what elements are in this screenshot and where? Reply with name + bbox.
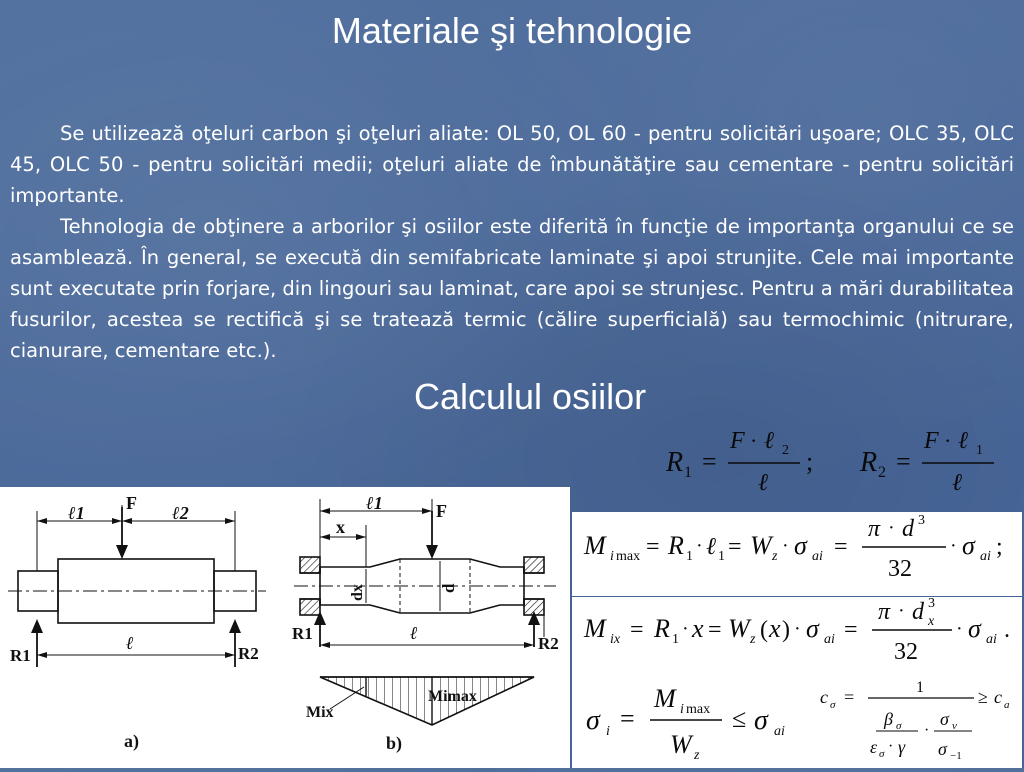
svg-text:2: 2 — [782, 443, 789, 458]
svg-text:ℓ: ℓ — [958, 428, 968, 454]
svg-text:M: M — [584, 614, 606, 643]
svg-text:x: x — [928, 614, 935, 629]
svg-text:=: = — [728, 534, 742, 560]
svg-text:·: · — [888, 738, 894, 755]
svg-text:2: 2 — [878, 464, 886, 481]
fig-a-r2-label: R2 — [238, 644, 259, 663]
svg-text:d: d — [902, 516, 914, 542]
section-subtitle: Calculul osiilor — [414, 376, 647, 417]
svg-text:·: · — [782, 535, 789, 557]
formula-r2 — [859, 428, 994, 496]
svg-text:=: = — [646, 534, 660, 560]
svg-text:·: · — [750, 428, 758, 453]
svg-text:·: · — [888, 517, 895, 539]
svg-text:·: · — [682, 618, 689, 640]
body-text — [10, 118, 1014, 366]
slide-title: Materiale şi tehnologie — [331, 10, 693, 51]
svg-text:=: = — [844, 617, 858, 643]
svg-text:;: ; — [806, 447, 814, 476]
svg-text:σ: σ — [754, 705, 768, 736]
svg-text:z: z — [750, 632, 756, 647]
fig-b-r1-label: R1 — [292, 624, 313, 643]
svg-text:·: · — [956, 618, 963, 640]
svg-text:≥: ≥ — [978, 687, 988, 707]
svg-text:ℓ: ℓ — [952, 470, 962, 496]
svg-text:i: i — [610, 549, 614, 564]
svg-text:x: x — [692, 614, 704, 643]
svg-text:;: ; — [996, 534, 1003, 560]
svg-text:max: max — [616, 549, 641, 564]
svg-text:max: max — [686, 702, 711, 717]
svg-text:σ: σ — [586, 705, 600, 736]
svg-text:σ: σ — [896, 720, 902, 732]
svg-text:v: v — [952, 720, 957, 732]
fig-b-r2-label: R2 — [538, 634, 559, 653]
reaction-formulas — [660, 426, 1000, 496]
svg-text:1: 1 — [916, 681, 924, 696]
svg-text:M: M — [584, 531, 606, 560]
svg-text:ai: ai — [774, 724, 785, 739]
svg-text:M: M — [654, 684, 676, 713]
svg-text:F: F — [730, 428, 745, 454]
formula-mimax — [572, 512, 1022, 596]
svg-text:σ: σ — [940, 709, 949, 729]
svg-text:32: 32 — [888, 556, 912, 582]
svg-text:i: i — [606, 724, 610, 739]
svg-text:=: = — [844, 687, 855, 707]
svg-text:.: . — [1004, 617, 1010, 643]
svg-text:ε: ε — [870, 737, 878, 757]
formula-r1 — [665, 428, 813, 496]
svg-text:σ: σ — [879, 748, 885, 760]
fig-b-force-label: F — [436, 501, 447, 521]
fig-a-l2-label: ℓ2 — [172, 503, 189, 523]
fig-a-l1-label: ℓ1 — [68, 503, 85, 523]
svg-text:=: = — [834, 534, 848, 560]
svg-text:ai: ai — [986, 632, 997, 647]
fig-b-mix-label: Mix — [306, 704, 334, 721]
svg-text:·: · — [924, 722, 930, 739]
svg-text:=: = — [708, 617, 722, 643]
figure-b — [294, 499, 556, 725]
fig-b-d-label: d — [439, 583, 458, 593]
svg-text:σ: σ — [968, 614, 981, 643]
svg-text:32: 32 — [894, 639, 918, 665]
figure-a — [8, 505, 266, 667]
svg-text:π: π — [868, 516, 881, 542]
svg-text:·: · — [898, 600, 905, 622]
svg-text:ai: ai — [824, 632, 835, 647]
svg-text:W: W — [750, 531, 772, 560]
svg-text:W: W — [670, 730, 692, 759]
svg-text:3: 3 — [918, 513, 925, 528]
paragraph-materials: Se utilizează oţeluri carbon şi oţeluri aliate: OL 50, OL 60 - pentru solicitări uşoare; OLC 35, OLC 45, OLC 50 - pentru solicitări medii; oţeluri aliate de îmbunătăţire sau cementare - pentru solicitări importante. — [10, 122, 1014, 207]
svg-text:R: R — [860, 447, 878, 478]
fig-a-force-label: F — [126, 493, 137, 513]
svg-text:a: a — [1004, 699, 1010, 711]
svg-text:1: 1 — [672, 632, 679, 647]
svg-text:R: R — [666, 447, 684, 478]
svg-text:σ: σ — [794, 531, 807, 560]
svg-text:c: c — [820, 687, 828, 707]
fig-b-mimax-label: Mimax — [428, 688, 477, 705]
svg-text:1: 1 — [718, 549, 725, 564]
svg-text:−1: −1 — [950, 750, 962, 762]
svg-text:W: W — [728, 614, 750, 643]
svg-text:σ: σ — [938, 739, 947, 759]
svg-text:·: · — [794, 618, 801, 640]
svg-text:3: 3 — [928, 597, 935, 611]
svg-text:γ: γ — [898, 737, 906, 757]
svg-text:F: F — [924, 428, 939, 454]
svg-text:ℓ: ℓ — [764, 428, 774, 454]
fig-b-x-label: x — [336, 517, 345, 537]
svg-text:·: · — [696, 535, 703, 557]
svg-text:ai: ai — [812, 549, 823, 564]
svg-text:β: β — [884, 709, 893, 729]
svg-text:1: 1 — [976, 443, 983, 458]
svg-text:z: z — [772, 549, 778, 564]
fig-a-l-label: ℓ — [126, 633, 134, 653]
svg-text:R: R — [654, 614, 670, 643]
fig-b-l-label: ℓ — [410, 623, 418, 643]
svg-text:c: c — [994, 687, 1002, 707]
svg-text:=: = — [620, 704, 635, 733]
svg-text:i: i — [680, 702, 684, 717]
formula-c-sigma — [820, 681, 1010, 762]
svg-text:z: z — [694, 748, 700, 763]
svg-text:1: 1 — [684, 464, 692, 481]
svg-text:σ: σ — [806, 614, 819, 643]
axle-figure — [0, 487, 570, 768]
svg-text:d: d — [912, 599, 924, 625]
svg-text:·: · — [944, 428, 952, 453]
svg-text:x: x — [769, 614, 781, 643]
svg-text:): ) — [782, 617, 790, 643]
svg-text:σ: σ — [962, 531, 975, 560]
svg-text:π: π — [878, 599, 891, 625]
svg-text:ℓ: ℓ — [706, 534, 716, 560]
fig-a-caption: a) — [124, 731, 139, 751]
svg-text:=: = — [702, 447, 717, 476]
svg-text:R: R — [668, 531, 684, 560]
svg-text:·: · — [950, 535, 957, 557]
fig-b-caption: b) — [386, 733, 403, 753]
svg-text:≤: ≤ — [732, 704, 747, 733]
fig-a-r1-label: R1 — [10, 646, 31, 665]
svg-text:(: ( — [760, 617, 768, 643]
fig-b-dx-label: dx — [349, 584, 366, 601]
formula-sigma-i — [586, 684, 785, 763]
svg-text:ix: ix — [610, 632, 621, 647]
fig-b-l1-label: ℓ1 — [366, 493, 383, 513]
svg-text:ai: ai — [980, 549, 991, 564]
formula-sigma-csigma — [572, 681, 1022, 768]
svg-text:1: 1 — [686, 549, 693, 564]
svg-text:σ: σ — [830, 699, 836, 711]
svg-text:=: = — [896, 447, 911, 476]
svg-text:=: = — [630, 617, 644, 643]
svg-text:ℓ: ℓ — [758, 470, 768, 496]
formula-mix — [572, 597, 1022, 681]
paragraph-technology: Tehnologia de obţinere a arborilor şi osiilor este diferită în funcţie de importanţa organului ce se asamblează. În general, se execută din semifabricate laminate şi apoi strunjite. Cele mai importante sunt executate prin forjare, din lingouri sau laminat, care apoi se strunjesc. Pentru a mări durabilitatea fusurilor, acestea se rectifică şi se tratează termic (călire superficială) sau termochimic (nitrurare, cianurare, cementare etc.). — [10, 215, 1014, 362]
